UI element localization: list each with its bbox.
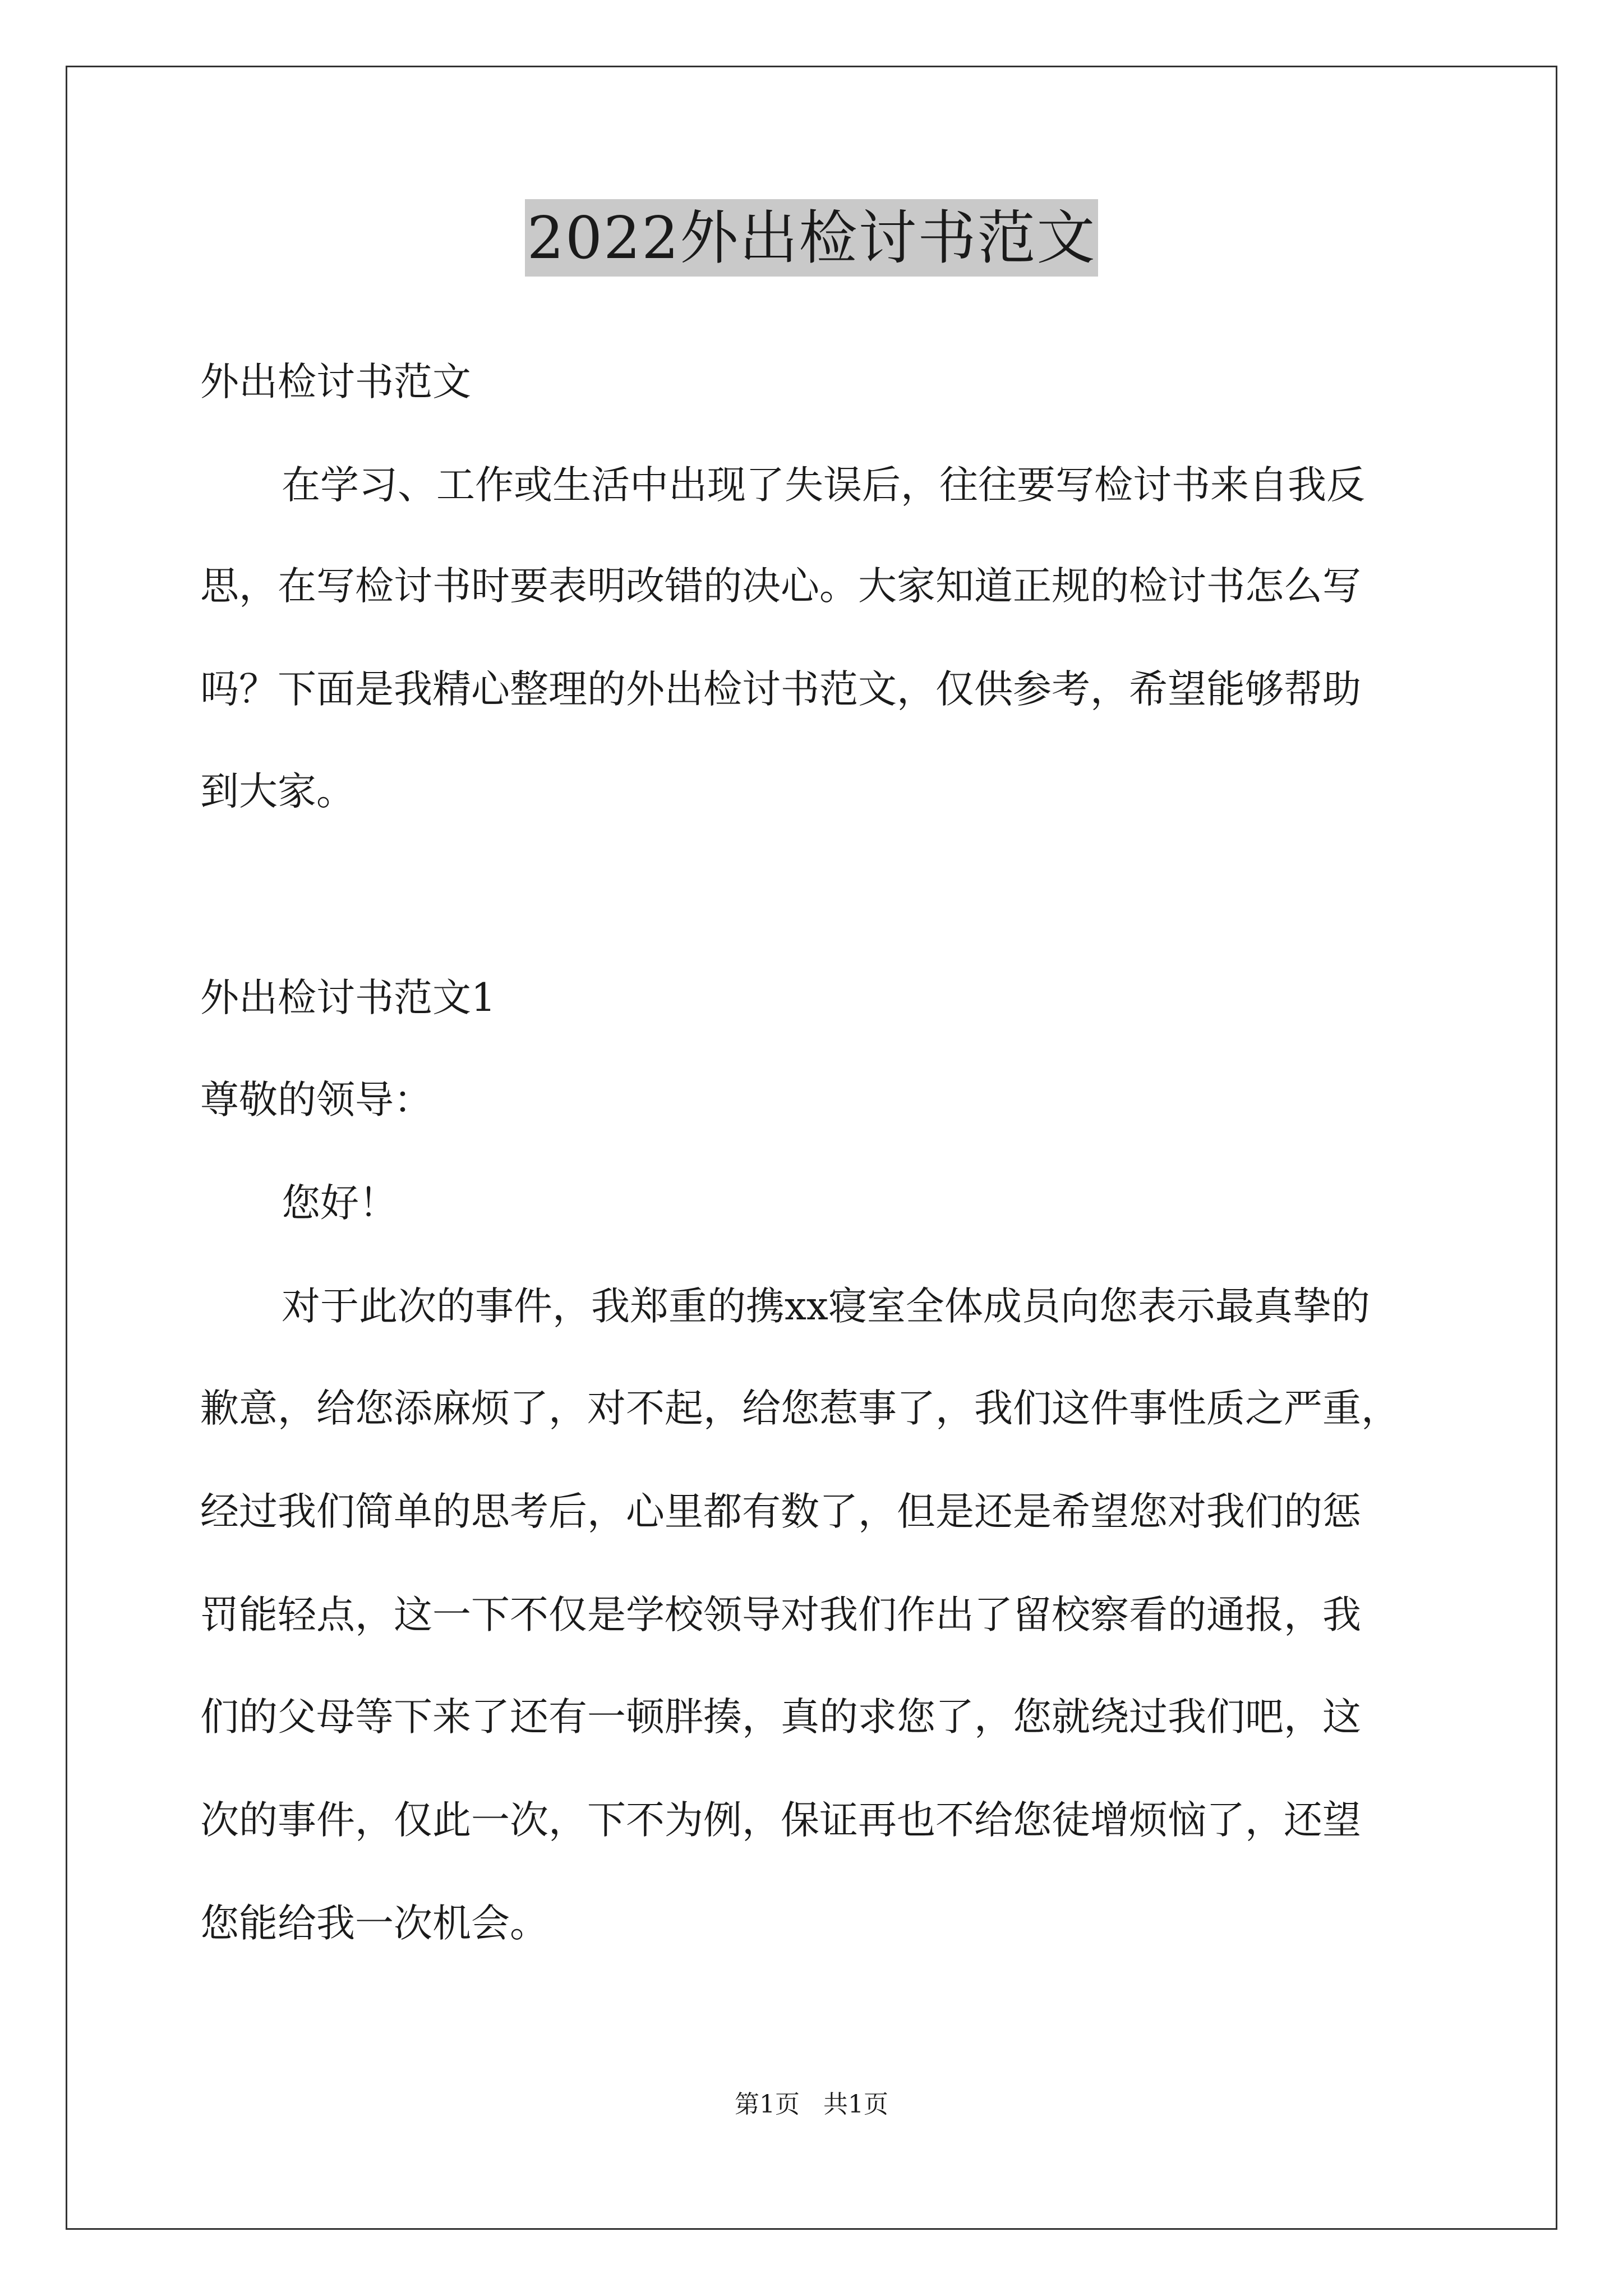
intro-line-2: 思，在写检讨书时要表明改错的决心。大家知道正规的检讨书怎么写 — [200, 564, 1361, 609]
page-footer: 第1页 共1页 — [735, 2090, 888, 2119]
body-line-7: 您能给我一次机会。 — [200, 1901, 548, 1946]
title-container — [0, 199, 1623, 277]
salutation: 尊敬的领导： — [200, 1078, 432, 1122]
body-line-2: 歉意，给您添麻烦了，对不起，给您惹事了，我们这件事性质之严重， — [200, 1386, 1400, 1431]
body-line-3: 经过我们简单的思考后，心里都有数了，但是还是希望您对我们的惩 — [200, 1489, 1361, 1534]
intro-line-4: 到大家。 — [200, 769, 355, 814]
subtitle: 外出检讨书范文 — [200, 360, 471, 404]
body-line-1: 对于此次的事件，我郑重的携xx寝室全体成员向您表示最真挚的 — [282, 1284, 1370, 1329]
intro-line-3: 吗？下面是我精心整理的外出检讨书范文，仅供参考，希望能够帮助 — [200, 667, 1361, 712]
greeting: 您好！ — [282, 1181, 398, 1226]
body-line-4: 罚能轻点，这一下不仅是学校领导对我们作出了留校察看的通报，我 — [200, 1593, 1361, 1637]
document-title: 2022外出检讨书范文 — [525, 199, 1099, 277]
body-line-5: 们的父母等下来了还有一顿胖揍，真的求您了，您就绕过我们吧，这 — [200, 1695, 1361, 1740]
body-line-6: 次的事件，仅此一次，下不为例，保证再也不给您徒增烦恼了，还望 — [200, 1798, 1361, 1843]
intro-line-1: 在学习、工作或生活中出现了失误后，往往要写检讨书来自我反 — [282, 463, 1365, 508]
section-heading: 外出检讨书范文1 — [200, 976, 496, 1020]
